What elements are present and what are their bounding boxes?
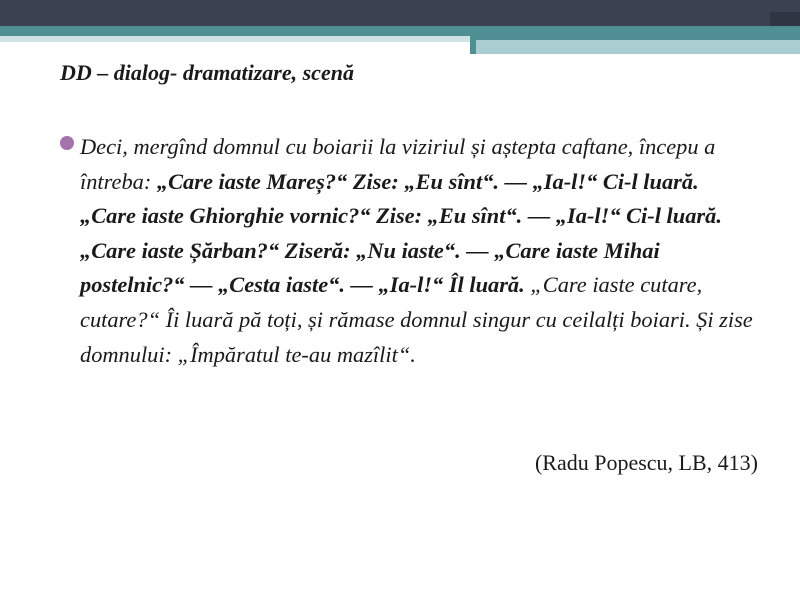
quote-source: (Radu Popescu, LB, 413) bbox=[534, 450, 758, 475]
header-band-teal-left bbox=[0, 26, 470, 36]
header-band-light-right bbox=[476, 40, 800, 54]
bullet-dot-icon bbox=[60, 136, 74, 150]
header-band-notch bbox=[770, 12, 800, 26]
header-band-light-left bbox=[0, 36, 470, 42]
quote-segment-ending: „Care iaste cutare, cutare?“ Îi luară pă toți, și rămase domnul singur cu ceilalți boiari. Și zise domnului: „Împăratul te-au mazîlit“. bbox=[80, 272, 753, 367]
header-band-dark bbox=[0, 0, 800, 26]
slide-title: DD – dialog- dramatizare, scenă bbox=[60, 60, 354, 85]
quote-segment-intro: Deci, mergînd domnul cu boiarii la viziriul și aștepta caftane, începu a întreba: bbox=[80, 134, 716, 194]
quote-text bbox=[80, 130, 760, 372]
quote-segment-dialog: „Care iaste Mareș?“ Zise: „Eu sînt“. — „Ia-l!“ Ci-l luară. „Care iaste Ghiorghie vornic?“ Zise: „Eu sînt“. — „Ia-l!“ Ci-l luară. „Care iaste Șărban?“ Ziseră: „Nu iaste“. — „Care iaste Mihai postelnic?“ — „Cesta iaste“. — „Ia-l!“ Îl luară. bbox=[80, 168, 722, 298]
